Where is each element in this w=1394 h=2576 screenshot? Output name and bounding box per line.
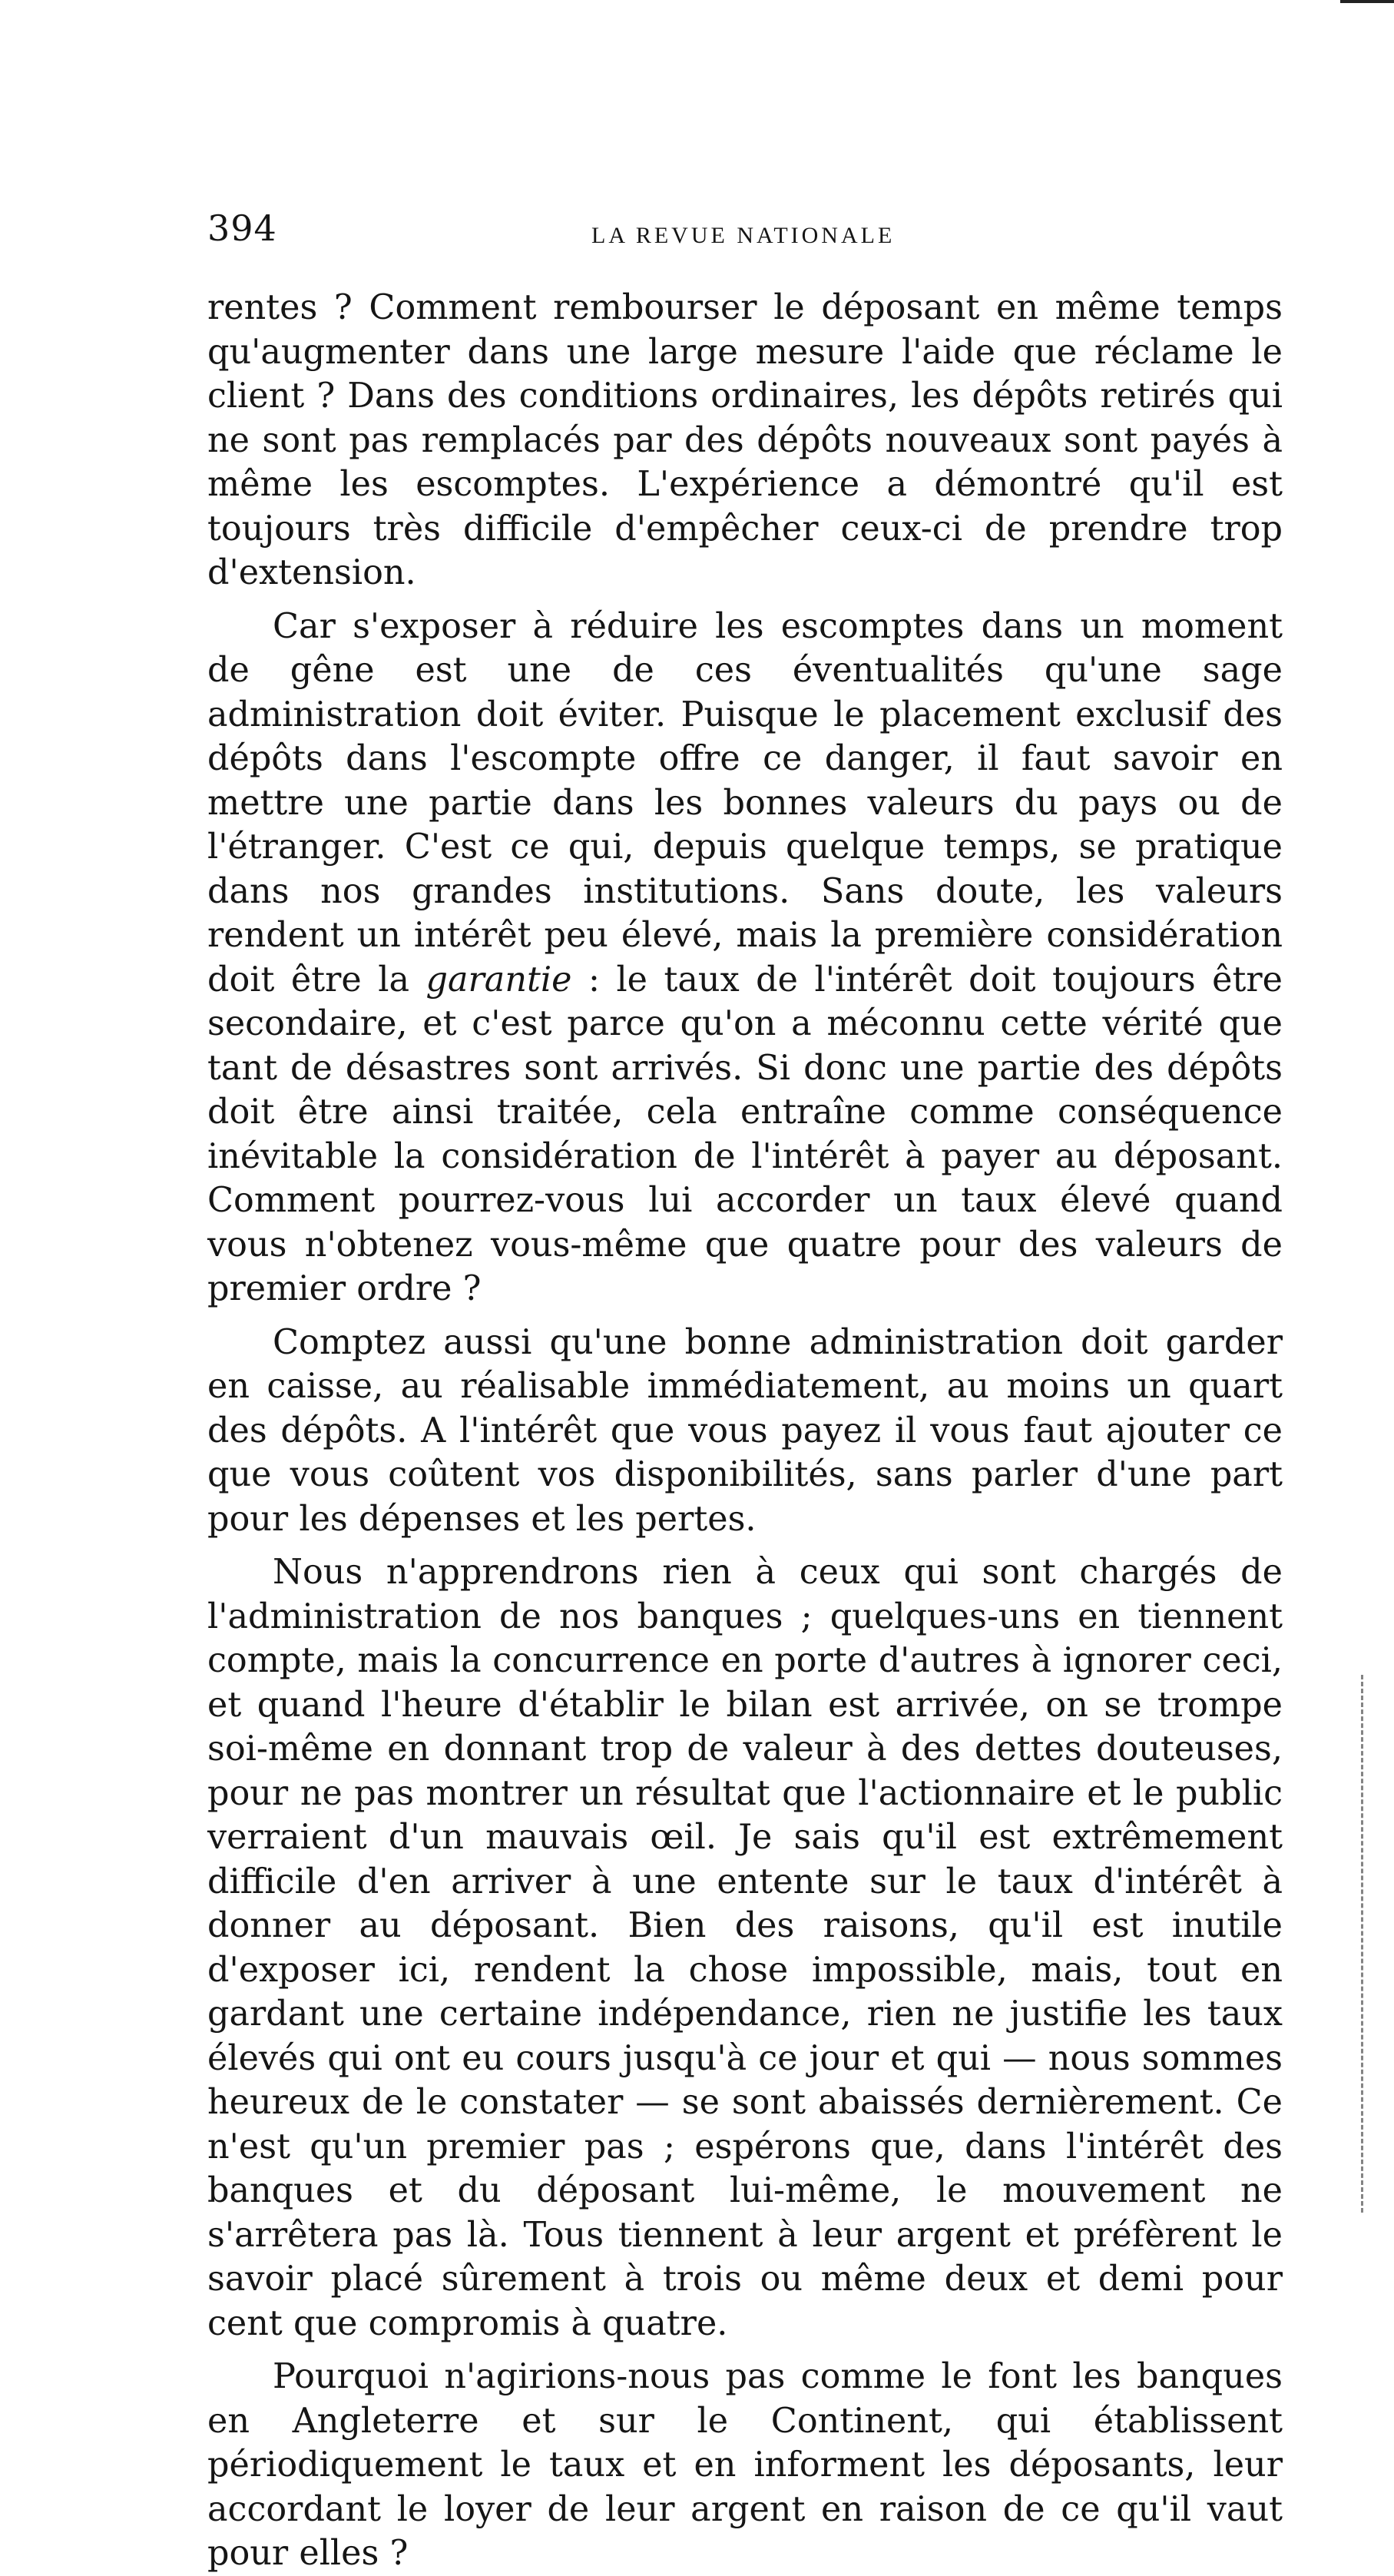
- paragraph-2: [207, 605, 1283, 1311]
- running-head: LA REVUE NATIONALE: [591, 223, 896, 248]
- paragraph-2-text-after: : le taux de l'intérêt doit toujours être secondaire, et c'est parce qu'on a méconnu cette vérité que tant de désastres sont arrivés. Si donc une partie des dépôts doit être ainsi traitée, cela entraîne comme conséquence inévitable la considération de l'intérêt à payer au déposant. Comment pourrez-vous lui accorder un taux élevé quand vous n'obtenez vous-même que quatre pour des valeurs de premier ordre ?: [207, 960, 1283, 1308]
- page-header: [207, 207, 1306, 269]
- paragraph-3: [207, 1321, 1283, 1542]
- paragraph-3-text: Comptez aussi qu'une bonne administration doit garder en caisse, au réalisable immédiatement, au moins un quart des dépôts. A l'intérêt que vous payez il vous faut ajouter ce que vous coûtent vos disponibilités, sans parler d'une part pour les dépenses et les pertes.: [207, 1322, 1283, 1539]
- paragraph-4: [207, 1550, 1283, 2346]
- paragraph-1-text: rentes ? Comment rembourser le déposant en même temps qu'augmenter dans une large mesure l'aide que réclame le client ? Dans des conditions ordinaires, les dépôts retirés qui ne sont pas remplacés par des dépôts nouveaux sont payés à même les escomptes. L'expérience a démontré qu'il est toujours très difficile d'empêcher ceux-ci de prendre trop d'extension.: [207, 288, 1283, 592]
- scan-edge-mark: [1340, 0, 1394, 17]
- paragraph-5: [207, 2355, 1283, 2576]
- page-number: 394: [207, 207, 277, 249]
- paragraph-1: [207, 286, 1283, 595]
- paragraph-4-text: Nous n'apprendrons rien à ceux qui sont chargés de l'administration de nos banques ; quelques-uns en tiennent compte, mais la concurrence en porte d'autres à ignorer ceci, et quand l'heure d'établir le bilan est arrivée, on se trompe soi-même en donnant trop de valeur à des dettes douteuses, pour ne pas montrer un résultat que l'actionnaire et le public verraient d'un mauvais œil. Je sais qu'il est extrêmement difficile d'en arriver à une entente sur le taux d'intérêt à donner au déposant. Bien des raisons, qu'il est inutile d'exposer ici, rendent la chose impossible, mais, tout en gardant une certaine indépendance, rien ne justifie les taux élevés qui ont eu cours jusqu'à ce jour et qui — nous sommes heureux de le constater — se sont abaissés dernièrement. Ce n'est qu'un premier pas ; espérons que, dans l'intérêt des banques et du déposant lui-même, le mouvement ne s'arrêtera pas là. Tous tiennent à leur argent et préfèrent le savoir placé sûrement à trois ou même deux et demi pour cent que compromis à quatre.: [207, 1553, 1283, 2343]
- scan-margin-marks: [1361, 1675, 1369, 2213]
- paragraph-5-text: Pourquoi n'agirions-nous pas comme le font les banques en Angleterre et sur le Continent, qui établissent périodiquement le taux et en informent les déposants, leur accordant le loyer de leur argent en raison de ce qu'il vaut pour elles ?: [207, 2357, 1283, 2573]
- emphasized-word-garantie: garantie: [425, 960, 572, 1000]
- paragraph-2-text-before: Car s'exposer à réduire les escomptes dans un moment de gêne est une de ces éventualités qu'une sage administration doit éviter. Puisque le placement exclusif des dépôts dans l'escompte offre ce danger, il faut savoir en mettre une partie dans les bonnes valeurs du pays ou de l'étranger. C'est ce qui, depuis quelque temps, se pratique dans nos grandes institutions. Sans doute, les valeurs rendent un intérêt peu élevé, mais la première considération doit être la: [207, 606, 1283, 1000]
- body-text: [207, 286, 1283, 2576]
